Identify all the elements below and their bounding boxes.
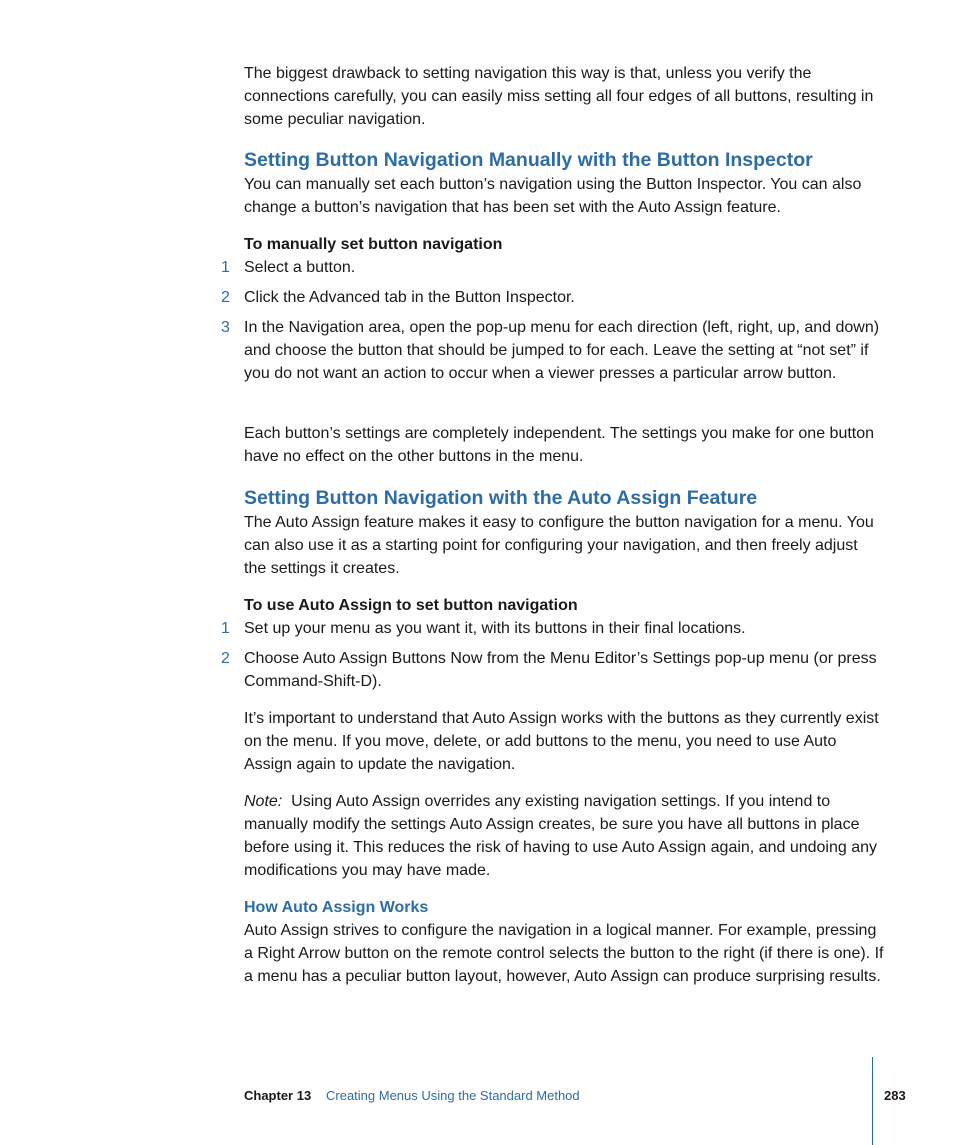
section-after-manual: Each button’s settings are completely independent. The settings you make for one button have no effect on the other buttons in the menu.: [244, 425, 875, 465]
task-title-auto-assign: To use Auto Assign to set button navigation: [244, 597, 578, 614]
page-number: 283: [884, 1088, 906, 1103]
subsection-heading-how-it-works: How Auto Assign Works: [244, 899, 429, 916]
step-number: 3: [221, 319, 230, 336]
footer-chapter: Chapter 13: [244, 1088, 312, 1103]
footer-divider: [872, 1057, 873, 1145]
note-paragraph: [244, 790, 884, 882]
step-number: 2: [221, 289, 230, 306]
step-text: In the Navigation area, open the pop-up menu for each direction (left, right, up, and down) and choose the button that should be jumped to for each. Leave the setting at “not set” if you do not want an action to occur when a viewer presses a particular arrow button.: [244, 319, 880, 382]
section-after-auto-assign: It’s important to understand that Auto Assign works with the buttons as they currently exist on the menu. If you move, delete, or add buttons to the menu, you need to use Auto Assign again to update the navigation.: [244, 710, 879, 773]
step-number: 1: [221, 620, 230, 637]
footer-chapter-title: Creating Menus Using the Standard Method: [326, 1088, 580, 1103]
step-number: 2: [221, 650, 230, 667]
section-body-manual: You can manually set each button’s navigation using the Button Inspector. You can also change a button’s navigation that has been set with the Auto Assign feature.: [244, 176, 862, 216]
note-label: Note:: [244, 793, 283, 810]
step-text: Choose Auto Assign Buttons Now from the Menu Editor’s Settings pop-up menu (or press Command-Shift-D).: [244, 650, 877, 690]
note-text: Using Auto Assign overrides any existing navigation settings. If you intend to manually modify the settings Auto Assign creates, be sure you have all buttons in place before using it. This reduces the risk of having to use Auto Assign again, and undoing any modifications you may have made.: [244, 793, 878, 879]
step-number: 1: [221, 259, 230, 276]
section-body-auto-assign: The Auto Assign feature makes it easy to configure the button navigation for a menu. You can also use it as a starting point for configuring your navigation, and then freely adjust the settings it creates.: [244, 514, 874, 577]
step-text: Click the Advanced tab in the Button Inspector.: [244, 289, 575, 306]
intro-paragraph: The biggest drawback to setting navigation this way is that, unless you verify the connections carefully, you can easily miss setting all four edges of all buttons, resulting in some peculiar navigation.: [244, 65, 874, 128]
section-heading-manual: Setting Button Navigation Manually with the Button Inspector: [244, 149, 813, 171]
task-title-manual: To manually set button navigation: [244, 236, 503, 253]
step-text: Set up your menu as you want it, with its buttons in their final locations.: [244, 620, 746, 637]
step-text: Select a button.: [244, 259, 356, 276]
subsection-body-how-it-works: Auto Assign strives to configure the navigation in a logical manner. For example, pressing a Right Arrow button on the remote control selects the button to the right (if there is one). If a menu has a peculiar button layout, however, Auto Assign can produce surprising results.: [244, 922, 884, 985]
section-heading-auto-assign: Setting Button Navigation with the Auto Assign Feature: [244, 487, 758, 509]
